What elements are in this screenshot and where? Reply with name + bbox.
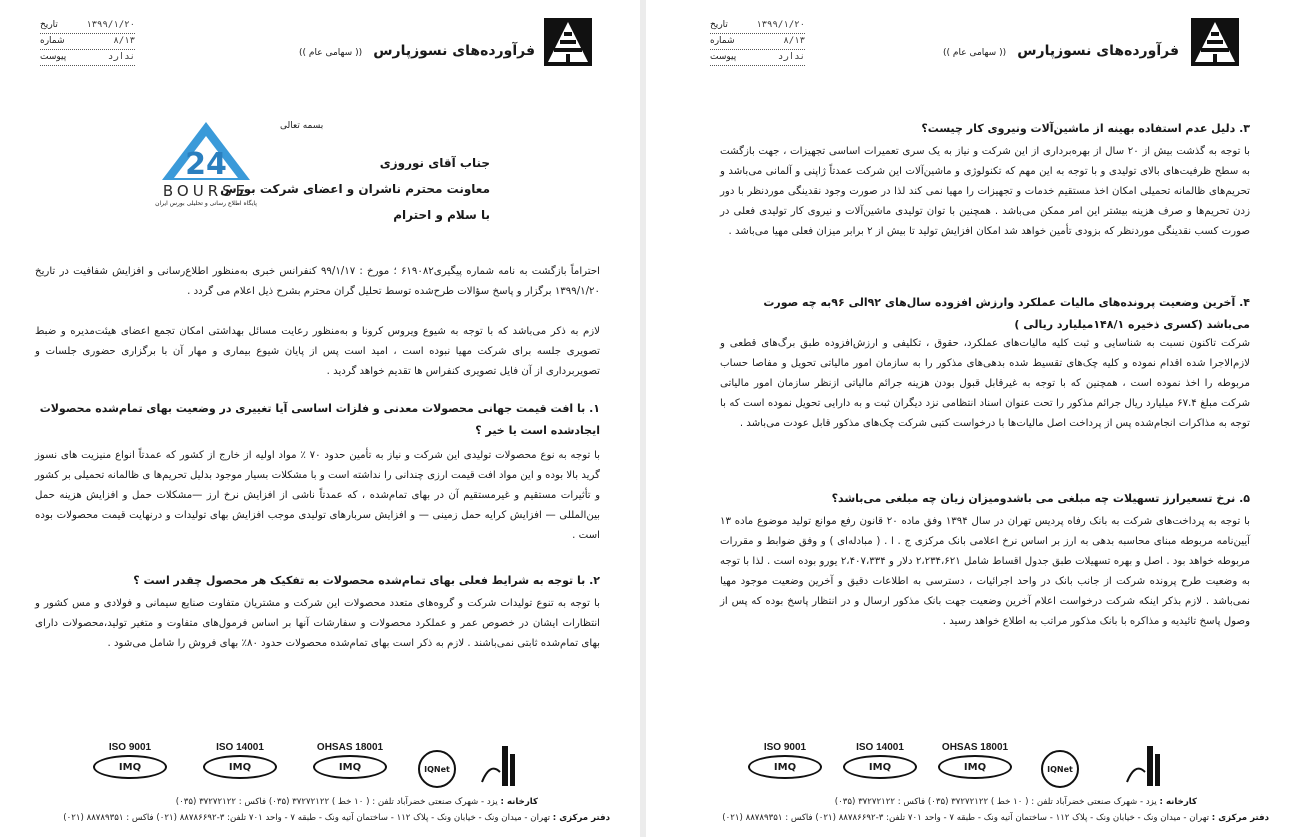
company-name-block [299,40,535,59]
date-value: ۱۳۹۹/۱/۲۰ [756,20,805,30]
date-label: تاریخ [710,20,728,30]
letterhead [655,10,1289,70]
company-name-block [943,40,1179,59]
question-5: ۵. نرخ تسعیرارز تسهیلات چه مبلغی می باشدومیزان زیان چه مبلغی می‌باشد؟ [831,492,1250,505]
cert-iso9001 [745,742,825,779]
imq-badge-icon: IMQ [93,755,167,779]
letter-meta [710,18,805,66]
number-label: شماره [710,36,735,46]
bourse-tagline: پایگاه اطلاع رسانی و تحلیلی بورس ایران [155,200,257,207]
cert-title: OHSAS 18001 [316,742,384,753]
attachment-label: پیوست [40,52,67,62]
office-address [63,810,610,826]
factory-address [176,794,538,810]
certifications [90,742,510,792]
question-3: ۳. دلیل عدم استفاده بهینه از ماشین‌آلات ونیروی کار چیست؟ [921,122,1250,135]
iqnet-seal-icon: IQNet [1041,750,1079,788]
office-address [722,810,1269,826]
company-type: (( سهامی عام )) [299,48,363,58]
cert-title: ISO 14001 [216,742,264,753]
date-label: تاریخ [40,20,58,30]
company-name: فرآورده‌های نسوزپارس [373,43,535,59]
answer-2: با توجه به تنوع تولیدات شرکت و گروه‌های متعدد محصولات این شرکت و مشتریان متفاوت صنایع سیمانی و فولادی و مس کشور و انتظارات ایشان در خصوص عمر و عملکرد محصولات و سفارشات آنها بر اساس فرمول‌های متفاوت و متغیر تولید،محصولات دارای بهای تمام‌شده ثابتی نمی‌باشند . لازم به ذکر است بهای تمام‌شده محصولات حدود ۸۰٪ بهای فروش را شامل می‌شود . [35,598,600,649]
factory-text: یزد - شهرک صنعتی خضرآباد تلفن : ( ۱۰ خط ) ۳۷۲۷۲۱۲۲ (۰۳۵) فاکس : ۳۷۲۷۲۱۲۲ (۰۳۵) [175,797,498,807]
question-2: ۲. با توجه به شرایط فعلی بهای تمام‌شده محصولات به تفکیک هر محصول چقدر است ؟ [133,574,600,587]
cert-title: ISO 14001 [856,742,904,753]
company-logo-icon [544,18,592,66]
letter-meta [40,18,135,66]
tower-emblem-icon [480,742,520,788]
company-logo-icon [1191,18,1239,66]
intro-paragraph-2: لازم به ذکر می‌باشد که با توجه به شیوع ویروس کرونا و به‌منظور رعایت مسائل بهداشتی امکان تجمع اعضای هیئت‌مدیره و ضبط تصویری جلسه برای شرکت مهیا نبوده است ، امید است پس از پایان شیوع بیماری و مهار آن با برگزاری حضوری جلسات و تصویربرداری از آن فایل تصویری کنفراس ها تقدیم خواهد گردید . [35,326,600,377]
answer-1: با توجه به نوع محصولات تولیدی این شرکت و نیاز به تأمین حدود ۷۰ ٪ مواد اولیه از خارج از کشور که عمدتاً انواع منیزیت های نسوز گرید بالا بوده و این مواد افت قیمت ارزی چندانی را نداشته است و با مشکلات بسیار موجود بدلیل تحریم‌ها ی ظالمانه تحمیلی بر کشور و تأثیرات مستقیم و غیرمستقیم آن در بهای تمام‌شده ، که عمدتاً ناشی از افزایش نرخ ارز —مشکلات حمل و افزایش هزینه حمل بین‌المللی — افزایش کرایه حمل زمینی — و افزایش سربارهای تولیدی موجب افزایش بهای تولیدات و درنهایت قیمت محصولات بوده است . [35,450,601,541]
question-1: ۱. با افت قیمت جهانی محصولات معدنی و فلزات اساسی آیا تغییری در وضعیت بهای تمام‌شده محصولات ایجادشده است یا خیر ؟ [39,402,600,437]
factory-label: کارخانه : [500,797,538,807]
page-divider [640,0,646,837]
letter-page-1 [0,0,630,837]
bourse-wordmark: BOURSE [162,182,250,200]
office-text: تهران - میدان ونک - خیابان ونک - پلاک ۱۱۲ - ساختمان آتیه ونک - طبقه ۷ - واحد ۷۰۱ تلفن: ۳-۸۸۷۸۶۶۹۲ (۰۲۱) فاکس : ۸۸۷۸۹۳۵۱ (۰۲۱) [63,813,551,823]
imq-badge-icon: IMQ [313,755,387,779]
cert-iso9001 [90,742,170,779]
date-value: ۱۳۹۹/۱/۲۰ [86,20,135,30]
cert-title: ISO 9001 [763,742,807,753]
number-label: شماره [40,36,65,46]
question-4: ۴. آخرین وضعیت پرونده‌های مالیات عملکرد وارزش افزوده سال‌های ۹۲الی ۹۶به چه صورت می‌باشد (کسری ذخیره ۱۴۸/۱میلیارد ریالی ) [763,296,1250,331]
svg-text:24: 24 [185,147,227,182]
attachment-value: ندارد [107,52,135,62]
company-name: فرآورده‌های نسوزپارس [1017,43,1179,59]
bismillah: بسمه تعالی [280,121,324,131]
answer-5: با توجه به پرداخت‌های شرکت به بانک رفاه پردیس تهران در سال ۱۳۹۴ وفق ماده ۲۰ قانون رفع موانع تولید موضوع ماده ۱۳ آیین‌نامه مربوطه مبنای محاسبه بدهی به ارز بر اساس نرخ اعلامی بانک مرکزی ج . ا . ( مبادله‌ای ) و وفق ضوابط و مقررات مربوطه خواهد بود . اصل و بهره تسهیلات طبق جدول اقساط شامل ۲،۲۳۴،۶۲۱ دلار و ۲،۴۰۷،۳۳۴ یورو بوده است . لذا با توجه به وضعیت طرح پرونده شرکت از جانب بانک در واحد اجرائیات ، دسترسی به اطلاعات دقیق و آخرین وضعیت موجود مهیا نمی‌باشد . لازم بذکر اینکه شرکت درخواست اعلام آخرین وضعیت جهت بانک مذکور ارسال و در انتظار پاسخ بوده که پس از وصول پاسخ تائیدیه و مذاکره با بانک مذکور مراتب به اطلاع خواهد رسید . [720,516,1251,627]
attachment-value: ندارد [777,52,805,62]
tower-emblem-icon [1125,742,1165,788]
office-label: دفتر مرکزی : [552,813,610,823]
cert-iso14001 [840,742,920,779]
intro-paragraph-1: احتراماً بازگشت به نامه شماره پیگیری۶۱۹۰۸۲ ؛ مورخ : ۹۹/۱/۱۷ کنفرانس خبری به‌منظور اطلاع‌رسانی و افزایش شفافیت در تاریخ ۱۳۹۹/۱/۲۰ برگزار و پاسخ سؤالات طرح‌شده توسط تحلیل گران محترم بشرح ذیل اعلام می گردد . [35,266,601,297]
factory-label: کارخانه : [1159,797,1197,807]
imq-badge-icon: IMQ [748,755,822,779]
factory-text: یزد - شهرک صنعتی خضرآباد تلفن : ( ۱۰ خط ) ۳۷۲۷۲۱۲۲ (۰۳۵) فاکس : ۳۷۲۷۲۱۲۲ (۰۳۵) [834,797,1157,807]
office-text: تهران - میدان ونک - خیابان ونک - پلاک ۱۱۲ - ساختمان آتیه ونک - طبقه ۷ - واحد ۷۰۱ تلفن: ۳-۸۸۷۸۶۶۹۲ (۰۲۱) فاکس : ۸۸۷۸۹۳۵۱ (۰۲۱) [722,813,1210,823]
answer-4: شرکت تاکنون نسبت به شناسایی و ثبت کلیه مالیات‌های عملکرد، حقوق ، تکلیفی و ارزش‌افزوده طبق برگ‌های قطعی و لازم‌الاجرا شده اقدام نموده و کلیه چک‌های تقسیط شده بدهی‌های مذکور را به سازمان امور مالیاتی تحویل و مفاصا حساب مربوطه را اخذ نموده است ، همچنین که با توجه به غیرقابل قبول بودن هزینه جرائم مالیاتی ازنظر سازمان امور مالیاتی شرکت مبلغ ۶۷.۴ میلیارد ریال جرائم مذکور را تحت عنوان اسناد انتظامی نزد دیگران ثبت و به دارایی تحویل نموده است که با توجه به مذاکرات انجام‌شده پس از پرداخت اصل مالیات‌ها با درخواست کتبی شرکت چک‌های مذکور قابل عودت می‌باشد . [720,338,1250,429]
imq-badge-icon: IMQ [203,755,277,779]
number-value: ۸/۱۳ [113,36,135,46]
certifications [745,742,1185,792]
imq-badge-icon: IMQ [938,755,1012,779]
salutation: با سلام و احترام [393,208,490,222]
attachment-label: پیوست [710,52,737,62]
imq-badge-icon: IMQ [843,755,917,779]
factory-address [835,794,1197,810]
answer-3: با توجه به گذشت بیش از ۲۰ سال از بهره‌برداری از این شرکت و نیاز به یک سری تعمیرات اساسی تجهیزات ، جهت بازگشت به سطح ظرفیت‌های بالای تولیدی و با توجه به این مهم که تکنولوژی و ماشین‌آلات این شرکت عمدتاً ژاپنی و آلمانی می‌باشد و تحریم‌های ظالمانه تحمیلی امکان اخذ مستقیم خدمات و تجهیزات را مهیا نمی کند لذا در صورت وجود نقدینگی موردنظر با دور زدن تحریم‌ها و صرف هزینه بیشتر این امر ممکن می‌باشد . همچنین با توان تولیدی ماشین‌آلات و نیروی کار تولیدی فعلی در صورت کسب نقدینگی موردنظر که بزودی تأمین خواهد شد امکان افزایش تولید تا بیش از ۲ برابر میزان فعلی مهیا می‌باشد . [720,146,1250,237]
company-type: (( سهامی عام )) [943,48,1007,58]
cert-ohsas18001 [310,742,390,779]
cert-title: ISO 9001 [108,742,152,753]
addressee-name: جناب آقای نوروزی [379,156,490,170]
cert-title: OHSAS 18001 [941,742,1009,753]
addressee-title: معاونت محترم ناشران و اعضای شرکت بورس [220,182,490,196]
office-label: دفتر مرکزی : [1211,813,1269,823]
letter-page-2 [655,0,1289,837]
letterhead [0,10,630,70]
number-value: ۸/۱۳ [783,36,805,46]
cert-iso14001 [200,742,280,779]
addressee-block [220,150,490,228]
cert-ohsas18001 [935,742,1015,779]
iqnet-seal-icon: IQNet [418,750,456,788]
